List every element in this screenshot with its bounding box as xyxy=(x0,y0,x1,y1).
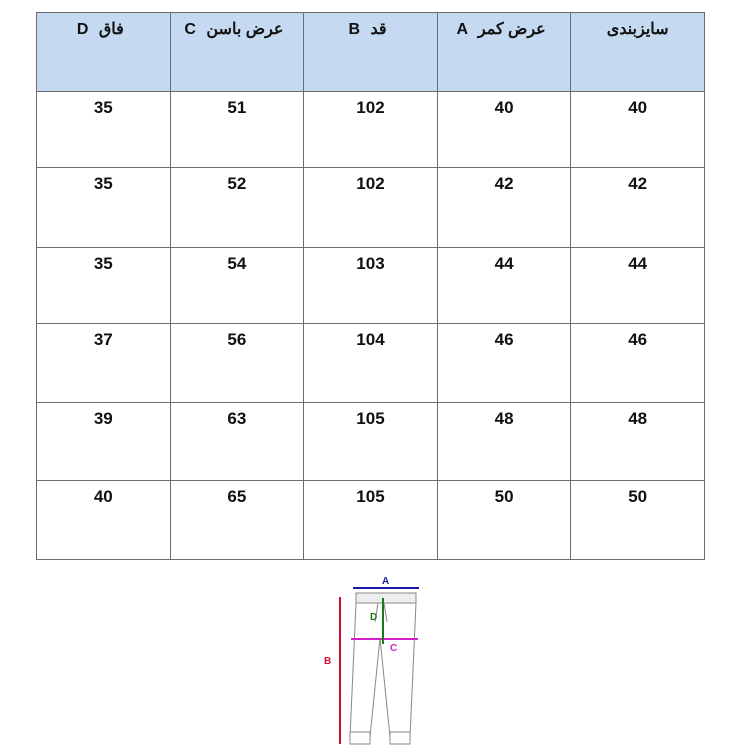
header-b xyxy=(304,13,438,92)
label-a: A xyxy=(382,576,390,587)
table-cell: 44 xyxy=(571,248,705,324)
table-cell: 52 xyxy=(170,168,304,248)
header-label: فاق xyxy=(98,21,124,38)
table-cell: 35 xyxy=(37,92,171,168)
label-b: B xyxy=(324,656,332,667)
header-d xyxy=(37,13,171,92)
table-cell: 44 xyxy=(437,248,571,324)
table-cell: 48 xyxy=(437,403,571,481)
table-row xyxy=(37,168,705,248)
table-cell: 51 xyxy=(170,92,304,168)
table-cell: 46 xyxy=(571,324,705,403)
table-cell: 50 xyxy=(571,481,705,560)
header-letter: A xyxy=(456,21,468,38)
dimension-a xyxy=(353,576,419,588)
table-cell: 48 xyxy=(571,403,705,481)
table-cell: 65 xyxy=(170,481,304,560)
size-chart-table xyxy=(36,12,705,560)
table-cell: 39 xyxy=(37,403,171,481)
table-cell: 63 xyxy=(170,403,304,481)
table-cell: 50 xyxy=(437,481,571,560)
table-cell: 102 xyxy=(304,168,438,248)
header-label: سایزبندی xyxy=(606,21,669,38)
table-cell: 105 xyxy=(304,481,438,560)
table-cell: 40 xyxy=(437,92,571,168)
header-label: عرض کمر xyxy=(477,21,546,38)
pants-diagram xyxy=(318,572,433,750)
table-row xyxy=(37,92,705,168)
header-row xyxy=(37,13,705,92)
table-cell: 46 xyxy=(437,324,571,403)
table-cell: 54 xyxy=(170,248,304,324)
label-c: C xyxy=(390,643,398,654)
table-cell: 56 xyxy=(170,324,304,403)
header-letter: C xyxy=(184,21,196,38)
table-cell: 103 xyxy=(304,248,438,324)
table-cell: 104 xyxy=(304,324,438,403)
table-cell: 40 xyxy=(37,481,171,560)
header-c xyxy=(170,13,304,92)
dimension-b xyxy=(324,597,340,744)
table-cell: 42 xyxy=(571,168,705,248)
header-label: قد xyxy=(370,21,387,38)
table-cell: 35 xyxy=(37,248,171,324)
table-row xyxy=(37,481,705,560)
table-cell: 105 xyxy=(304,403,438,481)
header-label: عرض باسن xyxy=(206,21,284,38)
table-cell: 42 xyxy=(437,168,571,248)
header-a xyxy=(437,13,571,92)
table-cell: 35 xyxy=(37,168,171,248)
header-letter: B xyxy=(348,21,361,38)
table-row xyxy=(37,248,705,324)
table-cell: 102 xyxy=(304,92,438,168)
table-cell: 37 xyxy=(37,324,171,403)
label-d: D xyxy=(370,612,378,623)
table-row xyxy=(37,324,705,403)
header-letter: D xyxy=(76,21,89,38)
table-cell: 40 xyxy=(571,92,705,168)
table-row xyxy=(37,403,705,481)
header-size xyxy=(571,13,705,92)
